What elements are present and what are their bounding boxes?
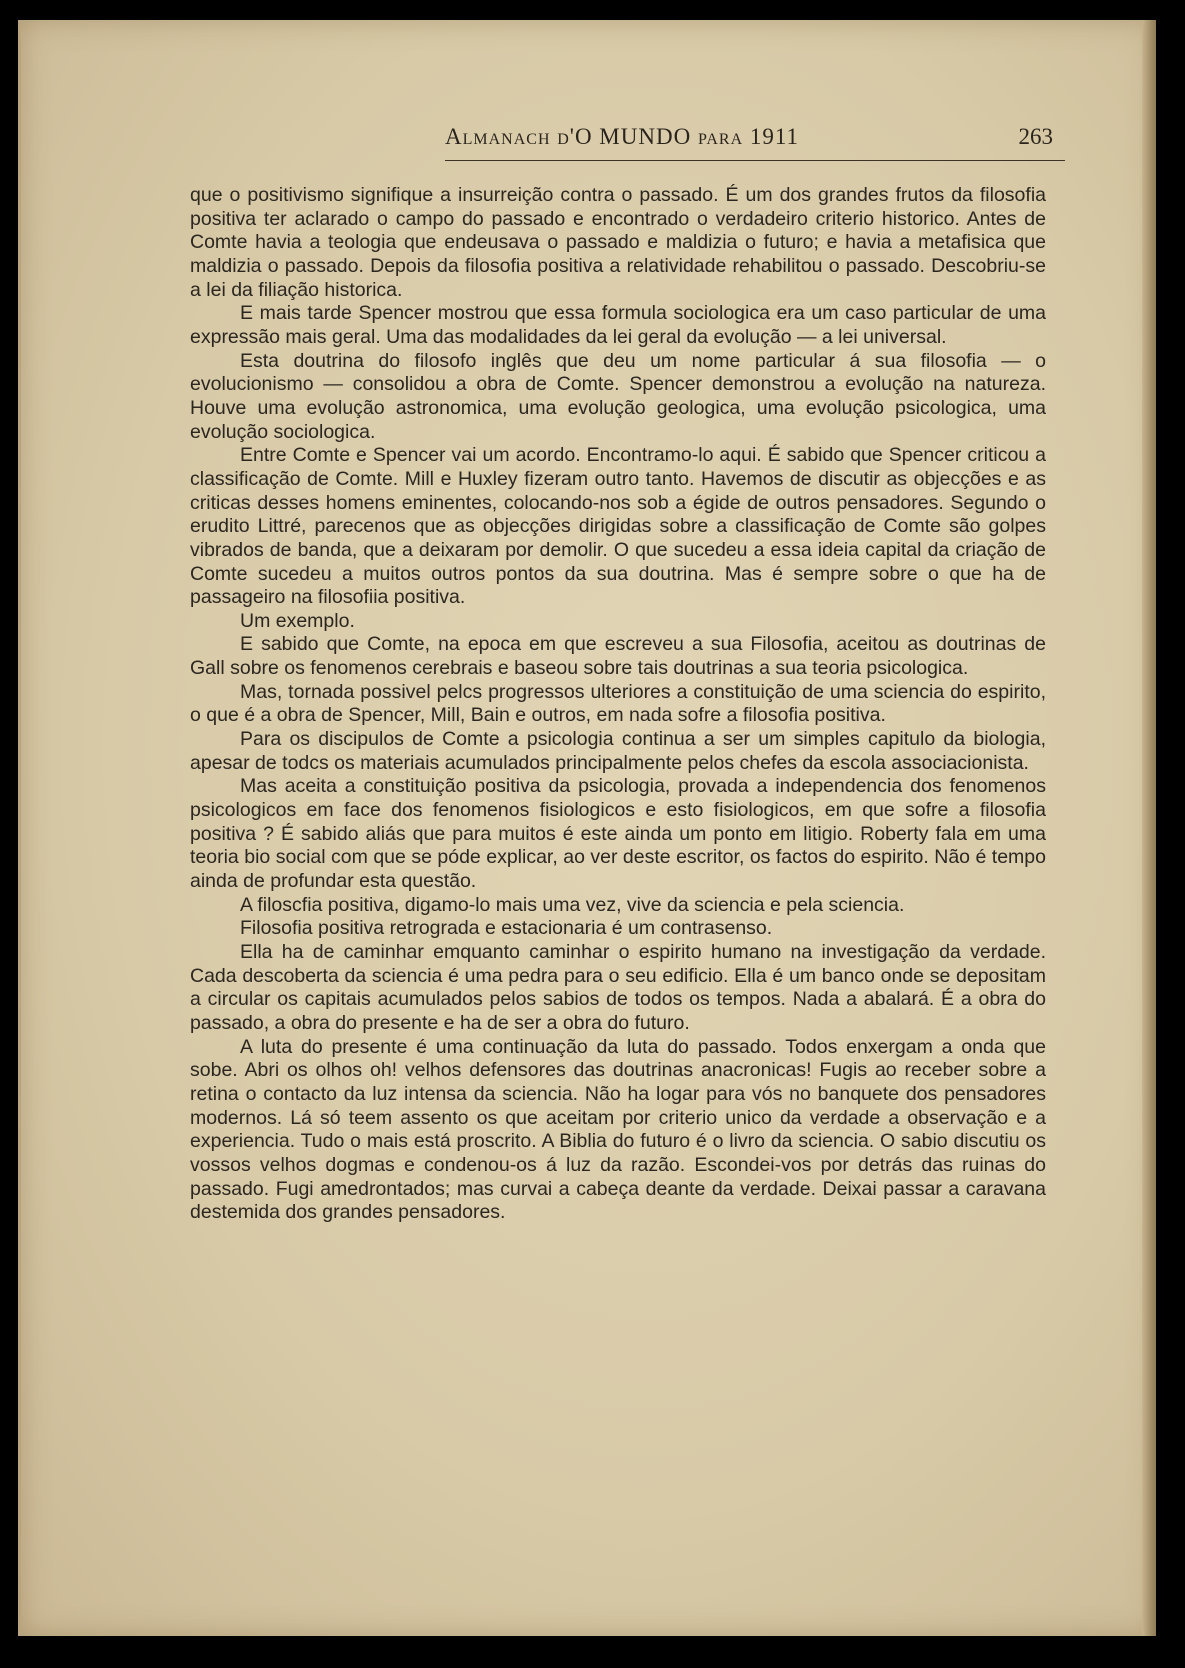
paragraph-5: Um exemplo. [240, 609, 355, 632]
paragraph-8: Para os discipulos de Comte a psicologia continua a ser um simples capitulo da biologia, apesar de todcs os materiais acumulados principalmente pelos chefes da escola associacionista. [190, 728, 1046, 774]
paragraph-12: Ella ha de caminhar emquanto caminhar o espirito humano na investigação da verdade. Cada descoberta da sciencia é uma pedra para o seu edificio. Ella é um banco onde se depositam a circular os capitais acumulados pelos sabios de todos os tempos. Nada a abalará. É a obra do passado, a obra do presente e ha de ser a obra do futuro. [190, 941, 1046, 1034]
paragraph-3: Esta doutrina do filosofo inglês que deu um nome particular á sua filosofia — o evolucionismo — consolidou a obra de Comte. Spencer demonstrou a evolução na natureza. Houve uma evolução astronomica, uma evolução geologica, uma evolução psicologica, uma evolução sociologica. [190, 349, 1046, 443]
running-header [445, 116, 1065, 161]
paragraph-4: Entre Comte e Spencer vai um acordo. Encontramo-lo aqui. É sabido que Spencer criticou a classificação de Comte. Mill e Huxley fizeram outro tanto. Havemos de discutir as objecções e as criticas desses homens eminentes, colocando-nos sob a égide de outros pensadores. Segundo o erudito Littré, parecenos que as objecções dirigidas sobre a classificação de Comte são golpes vibrados de banda, que a deixaram por demolir. O que sucedeu a essa ideia capital da criação de Comte sucedeu a muitos outros pontos da sua doutrina. Mas é sempre sobre o que ha de passageiro na filosofiia positiva. [190, 444, 1046, 609]
paragraph-1: que o positivismo signifique a insurreição contra o passado. É um dos grandes frutos da filosofia positiva ter aclarado o campo do passado e encontrado o verdadeiro criterio historico. Antes de Comte havia a teologia que endeusava o passado e maldizia o futuro; e havia a metafisica que maldizia o passado. Depois da filosofia positiva a relatividade rehabilitou o passado. Descobriu-se a lei da filiação historica. [190, 184, 1046, 301]
body-text [190, 184, 1046, 1225]
paragraph-2: E mais tarde Spencer mostrou que essa formula sociologica era um caso particular de uma expressão mais geral. Uma das modalidades da lei geral da evolução — a lei universal. [190, 302, 1046, 348]
page-edge [1142, 20, 1156, 1636]
paragraph-6: E sabido que Comte, na epoca em que escreveu a sua Filosofia, aceitou as doutrinas de Gall sobre os fenomenos cerebrais e baseou sobre tais doutrinas a sua teoria psicologica. [190, 633, 1046, 680]
header-title: Almanach d'O MUNDO para 1911 [445, 124, 800, 149]
paragraph-7: Mas, tornada possivel pelcs progressos ulteriores a constituição de uma sciencia do espirito, o que é a obra de Spencer, Mill, Bain e outros, em nada sofre a filosofia positiva. [190, 680, 1046, 727]
paragraph-10: A filoscfia positiva, digamo-lo mais uma vez, vive da sciencia e pela sciencia. [240, 893, 905, 916]
paragraph-9: Mas aceita a constituição positiva da psicologia, provada a independencia dos fenomenos psicologicos em face dos fenomenos fisiologicos e esto fisiologicos, em que sofre a filosofia positiva ? É sabido aliás que para muitos é este ainda um ponto em litigio. Roberty fala em uma teoria bio social com que se póde explicar, ao ver deste escritor, os factos do espirito. Não é tempo ainda de profundar esta questão. [190, 775, 1046, 893]
paragraph-11: Filosofia positiva retrograda e estacionaria é um contrasenso. [240, 917, 773, 940]
page-number: 263 [1018, 124, 1053, 149]
paragraph-13: A luta do presente é uma continuação da luta do passado. Todos enxergam a onda que sobe. Abri os olhos oh! velhos defensores das doutrinas anacronicas! Fugis ao receber sobre a retina o contacto da luz intensa da sciencia. Não ha logar para vós no banquete dos pensadores modernos. Lá só teem assento os que aceitam por criterio unico da verdade a observação e a experiencia. Tudo o mais está proscrito. A Biblia do futuro é o livro da sciencia. O sabio discutiu os vossos velhos dogmas e condenou-os á luz da razão. Escondei-vos por detrás das ruinas do passado. Fugi amedrontados; mas curvai a cabeça deante da verdade. Deixai passar a caravana destemida dos grandes pensadores. [190, 1035, 1046, 1224]
